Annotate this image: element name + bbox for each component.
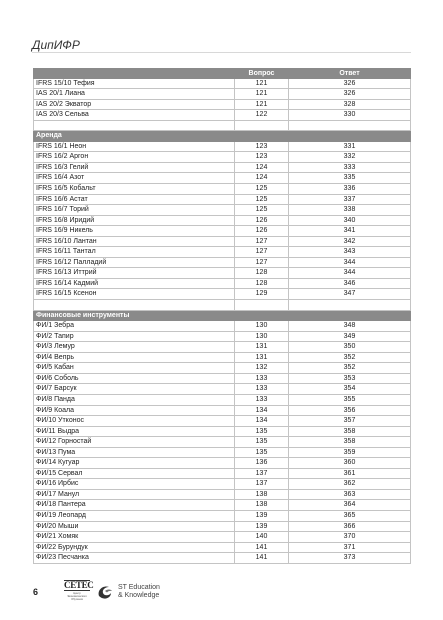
cell-name: IFRS 16/7 Торий [34, 205, 235, 215]
cell-name: ФИ/3 Лемур [34, 342, 235, 352]
cell-question: 135 [235, 427, 289, 437]
table-row [33, 163, 411, 174]
cell-answer: 337 [343, 195, 356, 203]
cell-name: IFRS 16/13 Иттрий [34, 268, 235, 278]
cell-answer: 332 [343, 153, 356, 161]
cell-question: 130 [235, 332, 289, 342]
section-header-row [33, 131, 411, 142]
table-row [33, 247, 411, 258]
table-row [33, 469, 411, 480]
cell-question: 131 [235, 353, 289, 363]
cell-name: IFRS 16/14 Кадмий [34, 279, 235, 289]
header-cell-question: Вопрос [235, 69, 289, 78]
cell-answer: 365 [343, 511, 356, 519]
table-row [33, 268, 411, 279]
table-row [33, 205, 411, 216]
cell-answer: 360 [343, 459, 356, 467]
cell-question: 133 [235, 395, 289, 405]
cell-name: IAS 20/2 Экватор [34, 100, 235, 110]
cell-answer: 352 [343, 353, 356, 361]
cell-question [235, 121, 289, 131]
cell-name: IFRS 16/6 Астат [34, 195, 235, 205]
cell-name [34, 300, 235, 310]
header-cell-name [34, 69, 235, 78]
cell-answer: 333 [343, 163, 356, 171]
cell-answer: 344 [343, 269, 356, 277]
table-row [33, 342, 411, 353]
section-title: Аренда [36, 132, 62, 140]
cell-question [235, 300, 289, 310]
cell-question: 125 [235, 205, 289, 215]
table-row [33, 458, 411, 469]
cell-question: 131 [235, 342, 289, 352]
answers-table [33, 68, 411, 564]
table-row [33, 152, 411, 163]
table-row [33, 427, 411, 438]
table-row [33, 522, 411, 533]
cell-question: 129 [235, 289, 289, 299]
blank-row [33, 300, 411, 311]
cell-question: 141 [235, 553, 289, 563]
cell-answer: 336 [343, 185, 356, 193]
cell-name: ФИ/15 Сервал [34, 469, 235, 479]
cell-name: ФИ/23 Песчанка [34, 553, 235, 563]
header-divider [32, 52, 411, 53]
st-swirl-icon [95, 582, 115, 602]
cell-name: ФИ/2 Тапир [34, 332, 235, 342]
cell-question: 132 [235, 363, 289, 373]
cell-question: 137 [235, 469, 289, 479]
cell-name: ФИ/22 Бурундук [34, 543, 235, 553]
cell-answer: 326 [343, 90, 356, 98]
cell-name: IAS 20/3 Сельва [34, 110, 235, 120]
table-row [33, 479, 411, 490]
cell-answer: 370 [343, 533, 356, 541]
cell-answer: 361 [343, 469, 356, 477]
cell-name: ФИ/16 Ирбис [34, 479, 235, 489]
cell-name: ФИ/14 Кугуар [34, 458, 235, 468]
table-row [33, 332, 411, 343]
cell-name: ФИ/1 Зебра [34, 321, 235, 331]
cell-name: ФИ/10 Утконос [34, 416, 235, 426]
cell-question: 127 [235, 247, 289, 257]
cell-name: IFRS 16/12 Палладий [34, 258, 235, 268]
cell-answer [289, 121, 410, 131]
cell-question: 128 [235, 268, 289, 278]
cell-answer: 354 [343, 385, 356, 393]
section-header-row [33, 311, 411, 322]
cetec-logo [64, 580, 94, 601]
cell-name: IFRS 16/1 Неон [34, 142, 235, 152]
cell-question: 134 [235, 406, 289, 416]
cell-question: 123 [235, 152, 289, 162]
document-title: ДипИФР [32, 38, 80, 52]
table-row [33, 279, 411, 290]
cell-question: 134 [235, 416, 289, 426]
cell-name: ФИ/4 Вепрь [34, 353, 235, 363]
cell-question: 127 [235, 258, 289, 268]
table-row [33, 195, 411, 206]
cell-name: ФИ/8 Панда [34, 395, 235, 405]
cell-answer: 352 [343, 364, 356, 372]
cell-answer: 349 [343, 332, 356, 340]
cell-answer: 373 [343, 554, 356, 562]
cell-question: 126 [235, 216, 289, 226]
cell-question: 141 [235, 543, 289, 553]
table-row [33, 142, 411, 153]
blank-row [33, 121, 411, 132]
cell-answer: 338 [343, 206, 356, 214]
cell-question: 124 [235, 173, 289, 183]
cell-name: IAS 20/1 Лиана [34, 89, 235, 99]
cell-name: IFRS 16/4 Азот [34, 173, 235, 183]
cell-name: ФИ/11 Выдра [34, 427, 235, 437]
table-row [33, 543, 411, 554]
cetec-logo-caption: Центр Экономического Обучения [67, 592, 87, 601]
cell-name: IFRS 16/3 Гелий [34, 163, 235, 173]
cell-answer: 341 [343, 227, 356, 235]
table-row [33, 448, 411, 459]
cell-name: ФИ/7 Барсук [34, 384, 235, 394]
cell-question: 121 [235, 100, 289, 110]
table-header-row [33, 68, 411, 79]
cell-question: 121 [235, 89, 289, 99]
st-logo-line2: & Knowledge [118, 592, 160, 599]
table-row [33, 532, 411, 543]
table-row [33, 374, 411, 385]
cell-answer: 366 [343, 522, 356, 530]
st-logo-line1: ST Education [118, 584, 160, 591]
table-row [33, 226, 411, 237]
cell-name: ФИ/9 Коала [34, 406, 235, 416]
cell-answer: 359 [343, 448, 356, 456]
cell-name: ФИ/19 Леопард [34, 511, 235, 521]
cell-name: ФИ/6 Соболь [34, 374, 235, 384]
table-row [33, 289, 411, 300]
cell-question: 123 [235, 142, 289, 152]
cell-name: ФИ/20 Мыши [34, 522, 235, 532]
table-row [33, 384, 411, 395]
table-row [33, 490, 411, 501]
cell-answer: 358 [343, 427, 356, 435]
cell-answer: 330 [343, 111, 356, 119]
table-row [33, 79, 411, 90]
cell-name: ФИ/21 Хомяк [34, 532, 235, 542]
cell-answer: 356 [343, 406, 356, 414]
table-row [33, 89, 411, 100]
cell-question: 135 [235, 437, 289, 447]
cell-name: IFRS 16/10 Лантан [34, 237, 235, 247]
cell-question: 138 [235, 490, 289, 500]
cell-question: 124 [235, 163, 289, 173]
cell-answer: 371 [343, 543, 356, 551]
cell-question: 133 [235, 384, 289, 394]
cell-answer: 362 [343, 480, 356, 488]
cell-question: 139 [235, 522, 289, 532]
cell-question: 127 [235, 237, 289, 247]
page-number: 6 [33, 587, 39, 597]
section-title: Финансовые инструменты [36, 311, 130, 319]
cell-name: ФИ/13 Пума [34, 448, 235, 458]
cell-answer: 364 [343, 501, 356, 509]
table-row [33, 363, 411, 374]
table-row [33, 511, 411, 522]
cell-answer: 358 [343, 438, 356, 446]
cell-question: 133 [235, 374, 289, 384]
table-row [33, 100, 411, 111]
table-row [33, 110, 411, 121]
cell-name: IFRS 16/8 Иридий [34, 216, 235, 226]
cell-question: 125 [235, 195, 289, 205]
cell-answer: 326 [343, 79, 356, 87]
cell-name: ФИ/12 Горностай [34, 437, 235, 447]
cell-question: 137 [235, 479, 289, 489]
table-row [33, 437, 411, 448]
cell-answer: 331 [343, 142, 356, 150]
cell-answer: 357 [343, 417, 356, 425]
cell-answer: 346 [343, 279, 356, 287]
cell-name: IFRS 16/2 Аргон [34, 152, 235, 162]
table-row [33, 173, 411, 184]
cell-answer: 347 [343, 290, 356, 298]
table-row [33, 416, 411, 427]
table-row [33, 258, 411, 269]
table-row [33, 237, 411, 248]
table-row [33, 353, 411, 364]
cell-question: 138 [235, 500, 289, 510]
cell-answer: 343 [343, 248, 356, 256]
table-row [33, 406, 411, 417]
cell-question: 130 [235, 321, 289, 331]
cell-name: IFRS 16/5 Кобальт [34, 184, 235, 194]
cell-answer: 340 [343, 216, 356, 224]
cell-question: 122 [235, 110, 289, 120]
table-row [33, 184, 411, 195]
cell-name: IFRS 16/9 Никель [34, 226, 235, 236]
cell-name: ФИ/18 Пантера [34, 500, 235, 510]
cell-answer: 353 [343, 374, 356, 382]
table-row [33, 553, 411, 564]
cell-name: IFRS 16/11 Тантал [34, 247, 235, 257]
cell-question: 126 [235, 226, 289, 236]
cell-question: 136 [235, 458, 289, 468]
table-row [33, 500, 411, 511]
cell-question: 121 [235, 79, 289, 89]
table-row [33, 321, 411, 332]
cell-answer: 348 [343, 322, 356, 330]
table-row [33, 395, 411, 406]
header-cell-answer: Ответ [339, 70, 360, 77]
table-row [33, 216, 411, 227]
table-body [33, 79, 411, 564]
cell-answer [289, 300, 410, 310]
cell-answer: 342 [343, 237, 356, 245]
cell-name [34, 121, 235, 131]
cell-name: ФИ/5 Кабан [34, 363, 235, 373]
cell-name: IFRS 16/15 Ксенон [34, 289, 235, 299]
cell-name: ФИ/17 Манул [34, 490, 235, 500]
cell-question: 128 [235, 279, 289, 289]
cell-answer: 328 [343, 100, 356, 108]
cell-answer: 344 [343, 258, 356, 266]
cell-answer: 335 [343, 174, 356, 182]
cell-answer: 355 [343, 395, 356, 403]
cell-question: 135 [235, 448, 289, 458]
cell-question: 125 [235, 184, 289, 194]
cell-answer: 350 [343, 343, 356, 351]
cell-name: IFRS 15/10 Тефия [34, 79, 235, 89]
cell-question: 139 [235, 511, 289, 521]
st-education-logo [95, 582, 160, 602]
cell-answer: 363 [343, 490, 356, 498]
cetec-logo-mark: CETEC [64, 580, 94, 590]
cell-question: 140 [235, 532, 289, 542]
